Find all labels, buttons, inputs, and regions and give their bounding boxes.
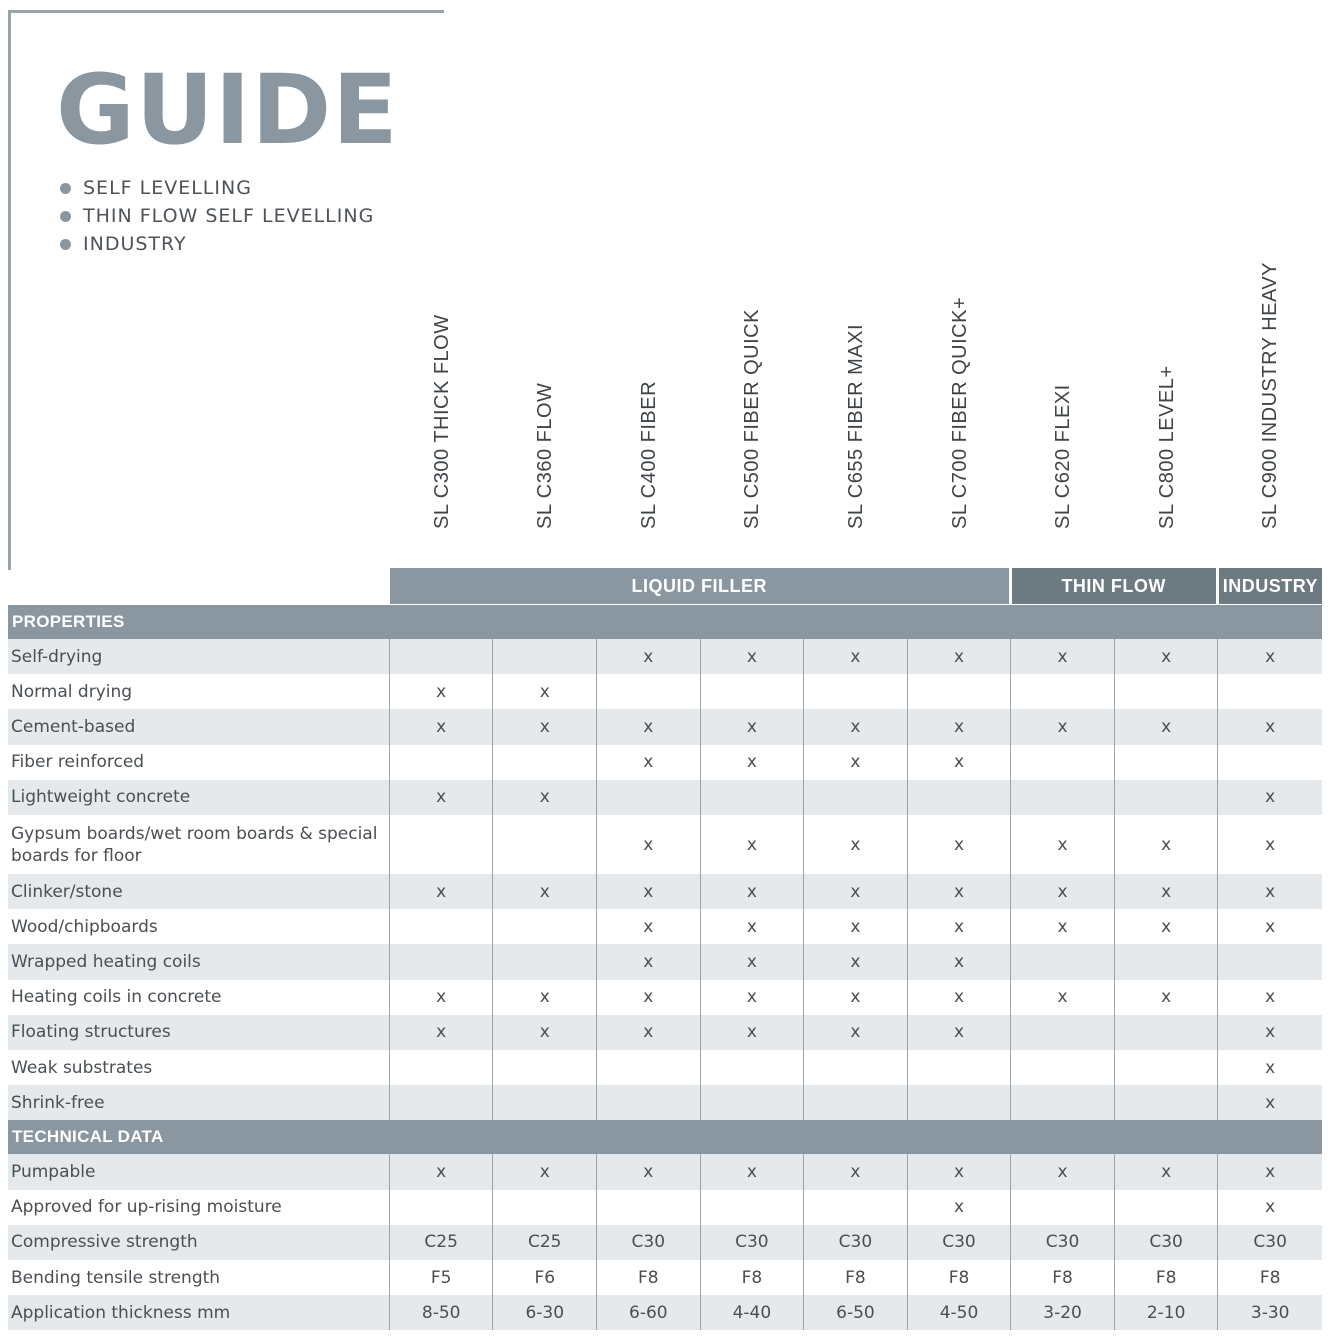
table-cell bbox=[1115, 780, 1219, 815]
table-row bbox=[8, 639, 1322, 674]
table-cell: x bbox=[804, 944, 908, 979]
table-row bbox=[8, 909, 1322, 944]
bullet-icon bbox=[60, 239, 71, 250]
table-cell: x bbox=[701, 1015, 805, 1050]
table-row bbox=[8, 1295, 1322, 1330]
table-cell: C30 bbox=[1011, 1225, 1115, 1260]
table-cell bbox=[804, 780, 908, 815]
table-cell bbox=[493, 1190, 597, 1225]
table-cell: x bbox=[1265, 987, 1276, 1008]
product-column-header bbox=[804, 270, 907, 552]
table-cell bbox=[1011, 1085, 1115, 1120]
table-cell: C30 bbox=[597, 1225, 701, 1260]
table-cell: x bbox=[1265, 881, 1276, 902]
table-cell: x bbox=[908, 874, 1012, 909]
table-cell: x bbox=[597, 745, 701, 780]
table-cell bbox=[1011, 780, 1115, 815]
row-label: Self-drying bbox=[8, 639, 390, 674]
table-cell bbox=[701, 780, 805, 815]
table-cell: x bbox=[804, 745, 908, 780]
table-cell: x bbox=[1115, 1154, 1219, 1189]
table-cell bbox=[1011, 944, 1115, 979]
table-cell: F5 bbox=[390, 1260, 494, 1295]
table-cell bbox=[908, 674, 1012, 709]
table-cell: x bbox=[493, 674, 597, 709]
row-label: Gypsum boards/wet room boards & special boards for floor bbox=[8, 815, 390, 874]
table-row bbox=[8, 1154, 1322, 1189]
table-cell bbox=[701, 1190, 805, 1225]
table-cell bbox=[493, 944, 597, 979]
page-title: GUIDE bbox=[56, 54, 399, 166]
product-name: SL C620 FLEXI bbox=[1052, 384, 1075, 529]
row-label: Shrink-free bbox=[8, 1085, 390, 1120]
product-name: SL C800 LEVEL+ bbox=[1155, 365, 1178, 529]
table-cell: x bbox=[804, 709, 908, 744]
table-cell: C25 bbox=[390, 1225, 494, 1260]
table-cell bbox=[804, 1190, 908, 1225]
table-row bbox=[8, 1260, 1322, 1295]
product-column-header bbox=[701, 270, 804, 552]
table-cell: x bbox=[804, 980, 908, 1015]
table-cell: x bbox=[390, 709, 494, 744]
product-name: SL C900 INDUSTRY HEAVY bbox=[1259, 261, 1282, 529]
row-label: Floating structures bbox=[8, 1015, 390, 1050]
table-cell: x bbox=[1265, 916, 1276, 937]
table-cell bbox=[701, 1050, 805, 1085]
product-column-header bbox=[597, 270, 700, 552]
table-row bbox=[8, 709, 1322, 744]
row-label: Cement-based bbox=[8, 709, 390, 744]
bullet-icon bbox=[60, 211, 71, 222]
table-cell: x bbox=[390, 1154, 494, 1189]
product-column-header bbox=[390, 270, 493, 552]
category-list bbox=[60, 174, 374, 258]
table-cell: F8 bbox=[804, 1260, 908, 1295]
table-cell bbox=[908, 780, 1012, 815]
table-cell: x bbox=[804, 815, 908, 874]
table-cell: x bbox=[1115, 980, 1219, 1015]
category-item: THIN FLOW SELF LEVELLING bbox=[60, 202, 374, 230]
table-cell bbox=[1011, 1015, 1115, 1050]
table-cell bbox=[493, 1085, 597, 1120]
table-cell: 3-30 bbox=[1250, 1302, 1290, 1323]
table-cell: 8-50 bbox=[390, 1295, 494, 1330]
section-header: PROPERTIES bbox=[8, 605, 1322, 639]
table-cell: x bbox=[1115, 909, 1219, 944]
table-cell bbox=[1218, 674, 1322, 709]
row-label: Clinker/stone bbox=[8, 874, 390, 909]
table-cell: x bbox=[701, 639, 805, 674]
table-cell: x bbox=[1265, 716, 1276, 737]
table-cell bbox=[493, 1050, 597, 1085]
product-name: SL C700 FIBER QUICK+ bbox=[948, 296, 971, 529]
category-item: INDUSTRY bbox=[60, 230, 374, 258]
product-column-header bbox=[1115, 270, 1218, 552]
table-row bbox=[8, 1050, 1322, 1085]
table-cell: 2-10 bbox=[1115, 1295, 1219, 1330]
table-cell: x bbox=[1011, 1154, 1115, 1189]
table-cell: x bbox=[1115, 815, 1219, 874]
table-cell: x bbox=[1011, 874, 1115, 909]
table-cell: 4-50 bbox=[908, 1295, 1012, 1330]
table-cell: x bbox=[701, 709, 805, 744]
table-cell: x bbox=[597, 1015, 701, 1050]
table-cell bbox=[1115, 674, 1219, 709]
table-cell: F8 bbox=[908, 1260, 1012, 1295]
table-cell bbox=[390, 1085, 494, 1120]
table-cell: x bbox=[390, 980, 494, 1015]
table-row bbox=[8, 815, 1322, 874]
table-cell: x bbox=[1011, 909, 1115, 944]
table-cell: x bbox=[701, 815, 805, 874]
table-cell: 6-30 bbox=[493, 1295, 597, 1330]
table-cell bbox=[804, 674, 908, 709]
table-cell: x bbox=[908, 745, 1012, 780]
table-cell: x bbox=[1115, 874, 1219, 909]
row-label: Application thickness mm bbox=[8, 1295, 390, 1330]
table-cell bbox=[1115, 1015, 1219, 1050]
row-label: Normal drying bbox=[8, 674, 390, 709]
row-label: Fiber reinforced bbox=[8, 745, 390, 780]
row-label: Pumpable bbox=[8, 1154, 390, 1189]
table-cell: x bbox=[1011, 980, 1115, 1015]
table-cell bbox=[1115, 1050, 1219, 1085]
table-cell: x bbox=[804, 1015, 908, 1050]
table-cell: x bbox=[390, 674, 494, 709]
table-row bbox=[8, 944, 1322, 979]
table-cell bbox=[390, 944, 494, 979]
table-cell bbox=[597, 1085, 701, 1120]
product-name: SL C500 FIBER QUICK bbox=[741, 309, 764, 529]
table-row bbox=[8, 874, 1322, 909]
product-column-header bbox=[908, 270, 1011, 552]
product-column-header bbox=[1219, 261, 1322, 552]
product-column-header bbox=[1012, 270, 1115, 552]
row-label: Bending tensile strength bbox=[8, 1260, 390, 1295]
product-name: SL C655 FIBER MAXI bbox=[844, 324, 867, 529]
table-cell bbox=[1115, 1190, 1219, 1225]
table-cell: x bbox=[597, 909, 701, 944]
table-cell: x bbox=[908, 1154, 1012, 1189]
table-cell: x bbox=[1011, 815, 1115, 874]
table-cell: x bbox=[493, 980, 597, 1015]
table-cell: x bbox=[1265, 1092, 1276, 1113]
table-cell: x bbox=[908, 1190, 1012, 1225]
table-cell: x bbox=[1265, 1022, 1276, 1043]
table-cell: x bbox=[597, 874, 701, 909]
product-name: SL C360 FLOW bbox=[534, 382, 557, 529]
table-cell: 6-50 bbox=[804, 1295, 908, 1330]
table-cell bbox=[390, 1190, 494, 1225]
row-label: Approved for up-rising moisture bbox=[8, 1190, 390, 1225]
table-cell: F8 bbox=[1115, 1260, 1219, 1295]
table-cell: x bbox=[908, 909, 1012, 944]
table-cell: x bbox=[1265, 1057, 1276, 1078]
section-header: TECHNICAL DATA bbox=[8, 1120, 1322, 1154]
table-cell: x bbox=[1115, 639, 1219, 674]
table-cell: x bbox=[1265, 646, 1276, 667]
row-label: Weak substrates bbox=[8, 1050, 390, 1085]
table-cell: x bbox=[597, 815, 701, 874]
table-cell bbox=[1011, 745, 1115, 780]
table-row bbox=[8, 674, 1322, 709]
table-cell: F8 bbox=[701, 1260, 805, 1295]
table-cell: x bbox=[597, 1154, 701, 1189]
table-cell: x bbox=[390, 780, 494, 815]
table-cell bbox=[390, 909, 494, 944]
table-cell: x bbox=[701, 980, 805, 1015]
row-label: Lightweight concrete bbox=[8, 780, 390, 815]
table-cell: x bbox=[390, 1015, 494, 1050]
table-cell: x bbox=[804, 1154, 908, 1189]
table-cell: 6-60 bbox=[597, 1295, 701, 1330]
table-cell: x bbox=[493, 1154, 597, 1189]
table-cell bbox=[701, 674, 805, 709]
table-cell: F8 bbox=[1011, 1260, 1115, 1295]
table-cell bbox=[908, 1085, 1012, 1120]
table-cell: C30 bbox=[1115, 1225, 1219, 1260]
table-cell bbox=[701, 1085, 805, 1120]
table-cell bbox=[1115, 1085, 1219, 1120]
table-cell: x bbox=[1011, 709, 1115, 744]
table-row bbox=[8, 1225, 1322, 1260]
table-cell: x bbox=[1265, 1161, 1276, 1182]
table-cell: F6 bbox=[493, 1260, 597, 1295]
table-cell: x bbox=[701, 745, 805, 780]
table-cell: x bbox=[908, 639, 1012, 674]
table-cell bbox=[1115, 944, 1219, 979]
group-header: LIQUID FILLER bbox=[390, 568, 1009, 604]
table-cell: x bbox=[908, 709, 1012, 744]
table-cell bbox=[1218, 745, 1322, 780]
table-cell: x bbox=[390, 874, 494, 909]
table-cell: x bbox=[1115, 709, 1219, 744]
table-cell: x bbox=[493, 780, 597, 815]
table-cell bbox=[1011, 674, 1115, 709]
table-cell bbox=[597, 780, 701, 815]
table-cell: x bbox=[908, 944, 1012, 979]
table-cell bbox=[390, 745, 494, 780]
table-cell: x bbox=[493, 1015, 597, 1050]
group-header: INDUSTRY bbox=[1219, 568, 1322, 604]
table-cell bbox=[1011, 1190, 1115, 1225]
table-cell: x bbox=[804, 874, 908, 909]
table-cell: x bbox=[597, 639, 701, 674]
table-cell: C25 bbox=[493, 1225, 597, 1260]
table-cell: x bbox=[908, 1015, 1012, 1050]
table-cell: C30 bbox=[804, 1225, 908, 1260]
table-cell: C30 bbox=[701, 1225, 805, 1260]
table-cell: x bbox=[701, 944, 805, 979]
table-cell bbox=[908, 1050, 1012, 1085]
table-row bbox=[8, 1085, 1322, 1120]
table-cell bbox=[390, 1050, 494, 1085]
table-cell bbox=[1218, 944, 1322, 979]
table-cell bbox=[804, 1085, 908, 1120]
table-row bbox=[8, 1015, 1322, 1050]
table-cell bbox=[390, 815, 494, 874]
table-cell: x bbox=[597, 944, 701, 979]
frame-left-rule bbox=[8, 10, 11, 570]
table-cell bbox=[1115, 745, 1219, 780]
table-cell bbox=[493, 639, 597, 674]
bullet-icon bbox=[60, 183, 71, 194]
table-row bbox=[8, 980, 1322, 1015]
table-cell: x bbox=[701, 1154, 805, 1189]
table-cell: x bbox=[1265, 834, 1276, 855]
group-header: THIN FLOW bbox=[1012, 568, 1216, 604]
table-cell: x bbox=[1265, 787, 1276, 808]
row-label: Wood/chipboards bbox=[8, 909, 390, 944]
product-name: SL C300 THICK FLOW bbox=[430, 314, 453, 529]
table-cell: F8 bbox=[597, 1260, 701, 1295]
row-label: Heating coils in concrete bbox=[8, 980, 390, 1015]
table-row bbox=[8, 780, 1322, 815]
table-cell: 3-20 bbox=[1011, 1295, 1115, 1330]
table-cell: F8 bbox=[1259, 1267, 1281, 1288]
table-cell: C30 bbox=[1253, 1232, 1287, 1253]
table-row bbox=[8, 745, 1322, 780]
table-cell: 4-40 bbox=[701, 1295, 805, 1330]
table-cell: x bbox=[1011, 639, 1115, 674]
table-cell: x bbox=[908, 815, 1012, 874]
row-label: Wrapped heating coils bbox=[8, 944, 390, 979]
product-name: SL C400 FIBER bbox=[637, 380, 660, 529]
table-cell bbox=[390, 639, 494, 674]
table-cell: x bbox=[701, 909, 805, 944]
product-column-header bbox=[494, 270, 597, 552]
table-cell: x bbox=[597, 980, 701, 1015]
table-cell bbox=[493, 909, 597, 944]
table-cell: x bbox=[804, 909, 908, 944]
row-label: Compressive strength bbox=[8, 1225, 390, 1260]
table-cell bbox=[493, 745, 597, 780]
table-cell bbox=[597, 1050, 701, 1085]
category-item: SELF LEVELLING bbox=[60, 174, 374, 202]
table-cell bbox=[1011, 1050, 1115, 1085]
table-cell bbox=[597, 674, 701, 709]
table-cell bbox=[493, 815, 597, 874]
frame-top-rule bbox=[8, 10, 444, 13]
table-cell: x bbox=[908, 980, 1012, 1015]
table-cell: x bbox=[493, 874, 597, 909]
table-cell: x bbox=[597, 709, 701, 744]
table-cell: x bbox=[493, 709, 597, 744]
table-cell: x bbox=[701, 874, 805, 909]
table-cell: C30 bbox=[908, 1225, 1012, 1260]
table-cell: x bbox=[804, 639, 908, 674]
table-cell bbox=[597, 1190, 701, 1225]
table-row bbox=[8, 1190, 1322, 1225]
table-cell bbox=[804, 1050, 908, 1085]
table-cell: x bbox=[1265, 1197, 1276, 1218]
